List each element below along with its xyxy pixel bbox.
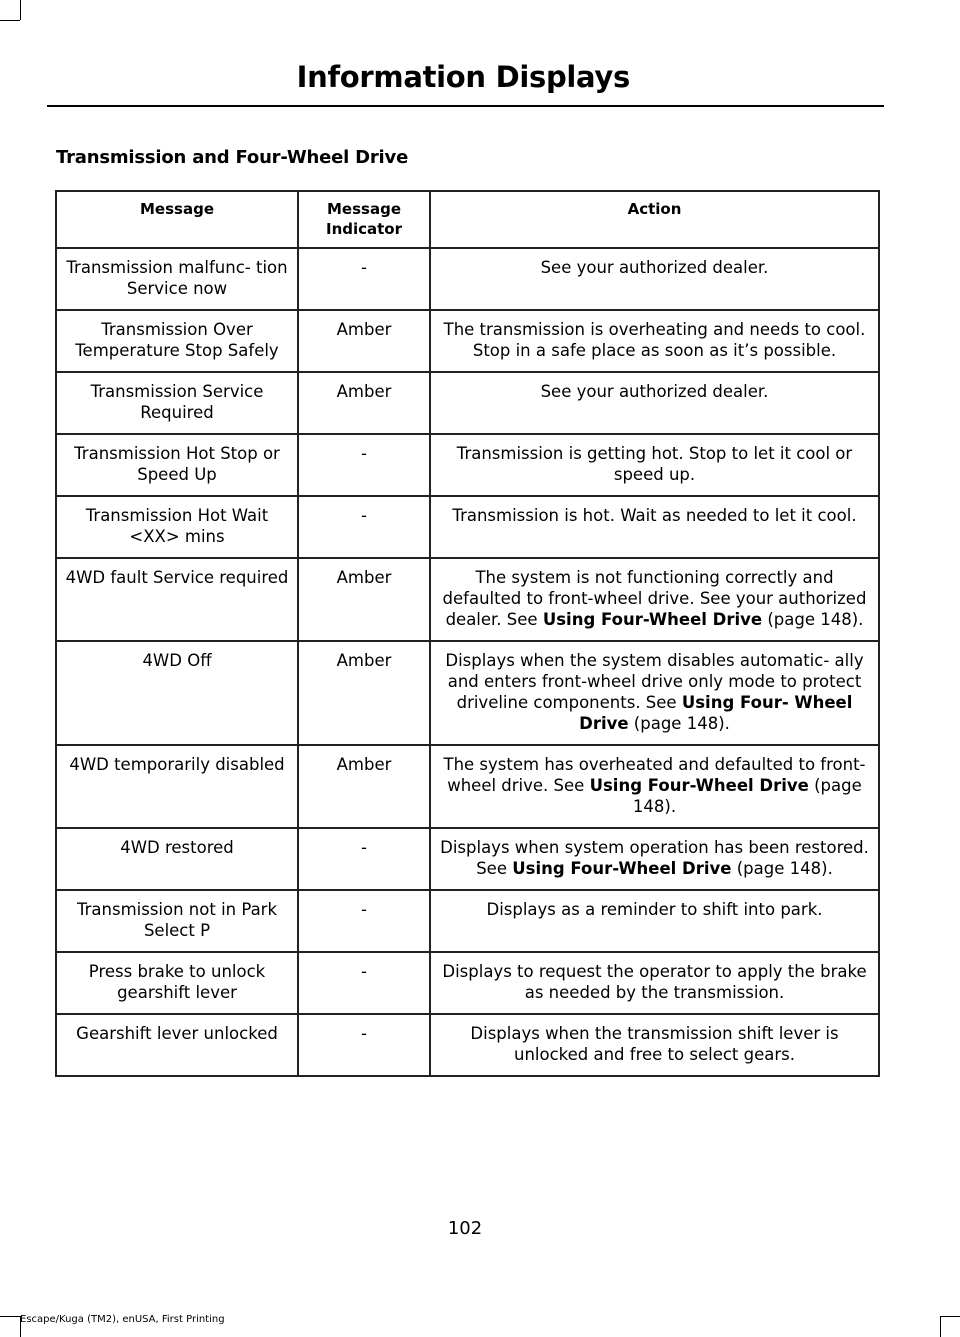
message-cell: Transmission Over Temperature Stop Safely	[56, 310, 298, 372]
indicator-cell: -	[298, 952, 430, 1014]
page-reference: (page 148).	[628, 714, 730, 733]
crop-mark	[940, 1316, 960, 1317]
indicator-cell: Amber	[298, 310, 430, 372]
cross-reference-link[interactable]: Using Four-Wheel Drive	[542, 610, 763, 629]
action-text: Displays when the transmission shift lever is unlocked and free to select gears.	[470, 1024, 839, 1064]
action-text: The system is not functioning correctly and defaulted to front-wheel drive. See your authorized dealer. See	[442, 568, 867, 629]
crop-mark	[0, 20, 20, 21]
table-row	[56, 496, 879, 558]
action-cell	[430, 890, 879, 952]
table-row	[56, 434, 879, 496]
header-divider	[47, 105, 884, 107]
indicator-cell: Amber	[298, 372, 430, 434]
section-title: Transmission and Four-Wheel Drive	[56, 147, 409, 168]
action-cell	[430, 558, 879, 641]
cross-reference-link[interactable]: Using Four- Wheel Drive	[579, 693, 853, 733]
action-cell	[430, 1014, 879, 1076]
message-cell: Transmission not in Park Select P	[56, 890, 298, 952]
action-text: Transmission is hot. Wait as needed to let it cool.	[452, 506, 857, 525]
message-cell: Press brake to unlock gearshift lever	[56, 952, 298, 1014]
action-cell	[430, 310, 879, 372]
indicator-cell: -	[298, 1014, 430, 1076]
message-cell: 4WD fault Service required	[56, 558, 298, 641]
header-action: Action	[430, 191, 879, 248]
message-cell: 4WD restored	[56, 828, 298, 890]
cross-reference-link[interactable]: Using Four-Wheel Drive	[589, 776, 809, 795]
action-cell	[430, 952, 879, 1014]
indicator-cell: -	[298, 496, 430, 558]
message-cell: Transmission Hot Stop or Speed Up	[56, 434, 298, 496]
action-text: See your authorized dealer.	[540, 258, 769, 277]
action-cell	[430, 434, 879, 496]
action-text: Displays to request the operator to apply the brake as needed by the transmission.	[442, 962, 867, 1002]
table-row	[56, 745, 879, 828]
action-cell	[430, 496, 879, 558]
table-row	[56, 890, 879, 952]
indicator-cell: Amber	[298, 745, 430, 828]
page-number: 102	[447, 1218, 483, 1239]
action-cell	[430, 745, 879, 828]
action-text: The system has overheated and defaulted to front-wheel drive. See	[443, 755, 866, 795]
action-cell	[430, 828, 879, 890]
crop-mark	[940, 1316, 941, 1337]
messages-table	[55, 190, 880, 1077]
message-cell: Transmission malfunc- tion Service now	[56, 248, 298, 310]
action-text: Displays when system operation has been restored. See	[440, 838, 869, 878]
action-text: See your authorized dealer.	[540, 382, 769, 401]
table-row	[56, 372, 879, 434]
indicator-cell: Amber	[298, 641, 430, 745]
message-cell: 4WD temporarily disabled	[56, 745, 298, 828]
message-cell: 4WD Off	[56, 641, 298, 745]
table-header-row	[56, 191, 879, 248]
table-row	[56, 828, 879, 890]
crop-mark	[20, 0, 21, 20]
message-cell: Gearshift lever unlocked	[56, 1014, 298, 1076]
crop-mark	[0, 1316, 20, 1317]
message-cell: Transmission Hot Wait <XX> mins	[56, 496, 298, 558]
page-reference: (page 148).	[731, 859, 833, 878]
header-message: Message	[56, 191, 298, 248]
table-row	[56, 248, 879, 310]
page-reference: (page 148).	[762, 610, 864, 629]
indicator-cell: -	[298, 434, 430, 496]
indicator-cell: Amber	[298, 558, 430, 641]
action-text: Displays as a reminder to shift into park.	[486, 900, 823, 919]
indicator-cell: -	[298, 248, 430, 310]
table-row	[56, 641, 879, 745]
header-indicator: Message Indicator	[298, 191, 430, 248]
page-header-title: Information Displays	[296, 60, 630, 94]
action-text: Displays when the system disables automatic- ally and enters front-wheel drive only mode to protect driveline components. See	[445, 651, 864, 712]
publication-info: Escape/Kuga (TM2), enUSA, First Printing	[20, 1314, 225, 1325]
cross-reference-link[interactable]: Using Four-Wheel Drive	[512, 859, 732, 878]
action-cell	[430, 641, 879, 745]
page-reference: (page 148).	[632, 776, 862, 816]
action-text: Transmission is getting hot. Stop to let it cool or speed up.	[456, 444, 853, 484]
action-cell	[430, 248, 879, 310]
table-row	[56, 558, 879, 641]
table-row	[56, 1014, 879, 1076]
table-row	[56, 310, 879, 372]
message-cell: Transmission Service Required	[56, 372, 298, 434]
action-cell	[430, 372, 879, 434]
table-row	[56, 952, 879, 1014]
action-text: The transmission is overheating and needs to cool. Stop in a safe place as soon as it’s possible.	[443, 320, 866, 360]
indicator-cell: -	[298, 890, 430, 952]
indicator-cell: -	[298, 828, 430, 890]
table-body	[56, 248, 879, 1076]
